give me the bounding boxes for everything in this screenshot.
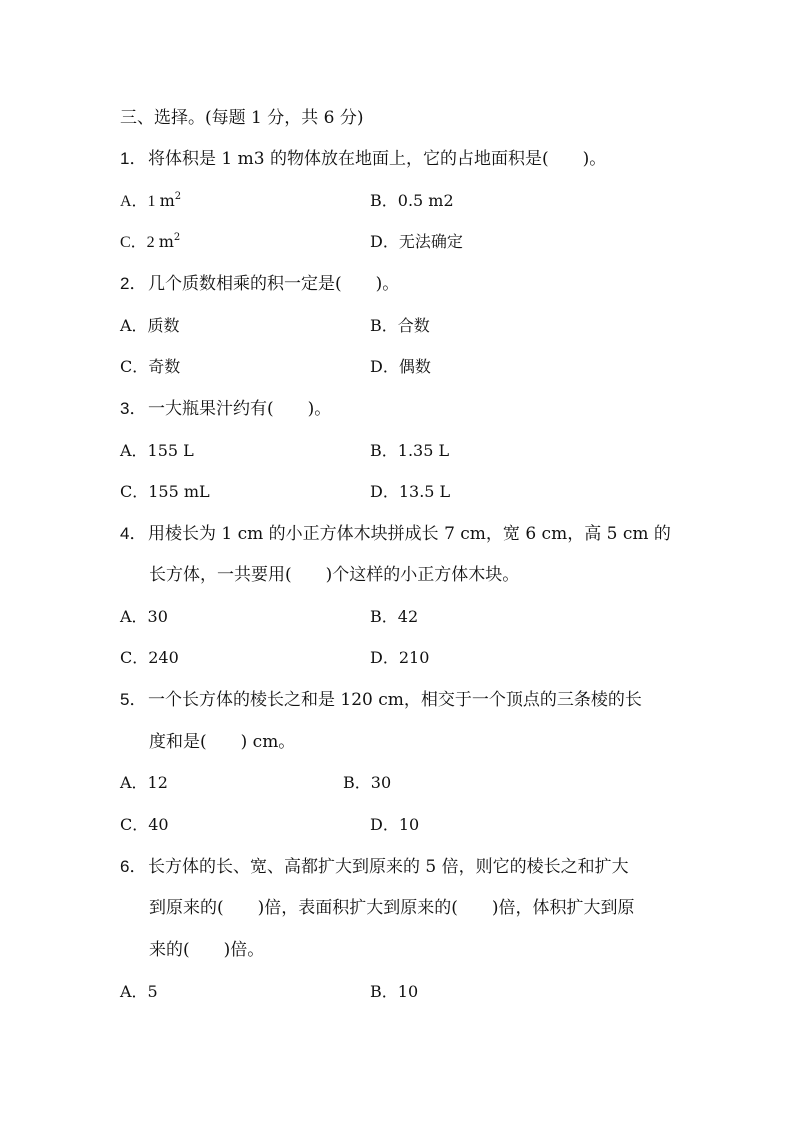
question-4-continuation: 长方体，一共要用( )个这样的小正方体木块。	[149, 565, 520, 585]
option-4a: A．30	[120, 607, 168, 626]
question-number: 2．	[120, 274, 147, 293]
option-1c: C．2 $m^2$	[120, 232, 181, 251]
question-2	[120, 273, 399, 295]
option-1a: A．1 $m^2$	[120, 191, 182, 210]
option-5d: D．10	[370, 815, 420, 834]
option-3a: A．155 L	[120, 441, 194, 460]
option-4c: C．240	[120, 648, 179, 667]
question-number: 3．	[120, 399, 147, 418]
question-text: 几个质数相乘的积一定是( )。	[148, 274, 400, 294]
question-number: 1．	[120, 149, 147, 168]
option-3b: B．1.35 L	[370, 441, 450, 460]
option-1d: D．无法确定	[370, 232, 463, 251]
question-text: 一个长方体的棱长之和是 120 cm，相交于一个顶点的三条棱的长	[148, 690, 642, 710]
question-5-continuation: 度和是( ) cm。	[149, 732, 296, 752]
option-4d: D．210	[370, 648, 430, 667]
question-number: 4．	[120, 524, 147, 543]
option-1b: B．0.5 m2	[370, 191, 454, 210]
option-3c: C．155 mL	[120, 482, 210, 501]
option-6a: A．5	[120, 982, 158, 1001]
option-2b: B．合数	[370, 316, 430, 335]
option-5b: B．30	[343, 773, 392, 792]
option-5a: A．12	[120, 773, 168, 792]
option-3d: D．13.5 L	[370, 482, 451, 501]
option-6b: B．10	[370, 982, 419, 1001]
question-3	[120, 398, 331, 420]
question-text: 长方体的长、宽、高都扩大到原来的 5 倍，则它的棱长之和扩大	[148, 857, 629, 877]
question-6	[120, 856, 629, 878]
question-4	[120, 523, 671, 545]
question-6-continuation: 到原来的( )倍，表面积扩大到原来的( )倍，体积扩大到原	[149, 898, 635, 918]
question-1	[120, 148, 606, 170]
option-2d: D．偶数	[370, 357, 431, 376]
option-2a: A．质数	[120, 316, 180, 335]
option-5c: C．40	[120, 815, 169, 834]
question-number: 5．	[120, 690, 147, 709]
option-2c: C．奇数	[120, 357, 181, 376]
question-number: 6．	[120, 857, 147, 876]
option-4b: B．42	[370, 607, 419, 626]
section-title: 三、选择。(每题 1 分，共 6 分)	[120, 108, 364, 128]
question-5	[120, 689, 642, 711]
question-6-continuation-2: 来的( )倍。	[149, 940, 265, 960]
question-text: 用棱长为 1 cm 的小正方体木块拼成长 7 cm，宽 6 cm，高 5 cm 的	[148, 524, 671, 544]
question-text: 将体积是 1 m3 的物体放在地面上，它的占地面积是( )。	[148, 149, 607, 169]
question-text: 一大瓶果汁约有( )。	[148, 399, 332, 419]
